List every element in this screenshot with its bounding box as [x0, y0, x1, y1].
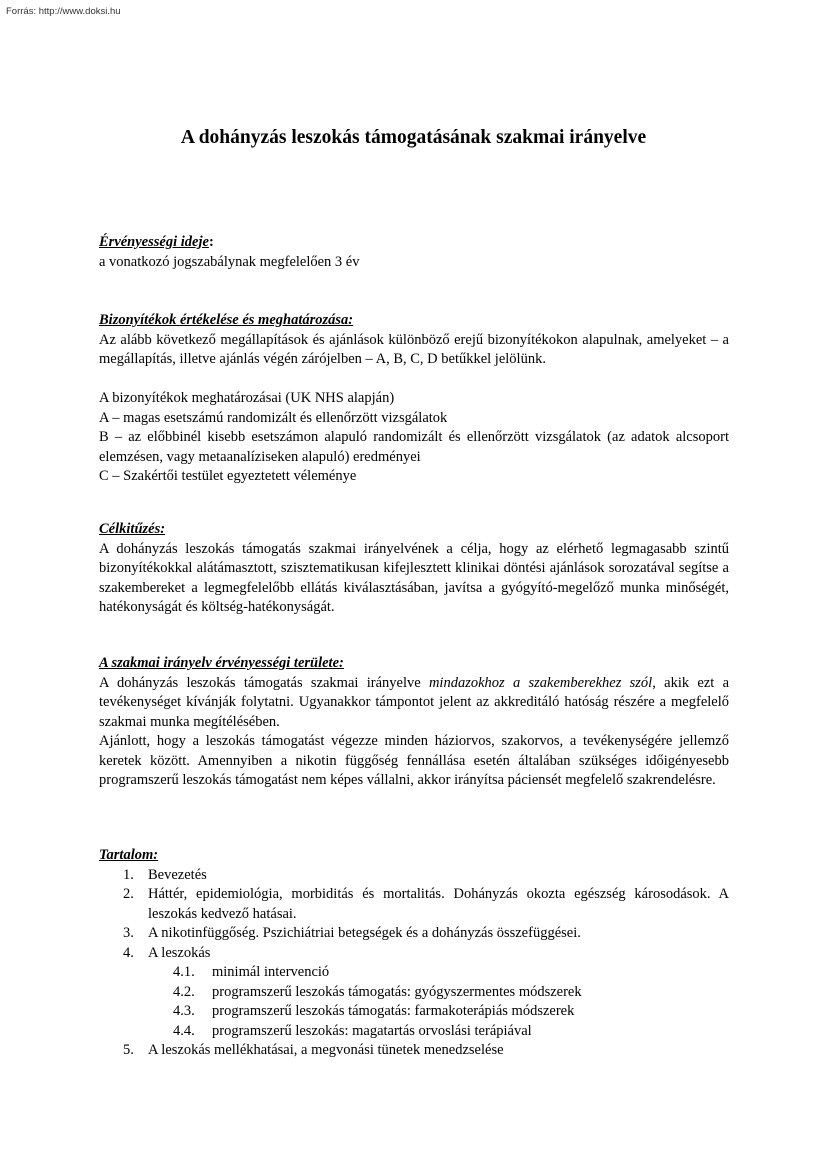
contents-sublist: [99, 963, 729, 1041]
contents-item: 2. Háttér, epidemiológia, morbiditás és mortalitás. Dohányzás okozta egészség károsodások. A leszokás kedvező hatásai.: [123, 886, 729, 922]
contents-subitem: 4.2. programszerű leszokás támogatás: gyógyszermentes módszerek: [173, 983, 582, 1000]
source-line: Forrás: http://www.doksi.hu: [6, 6, 121, 17]
goal-heading: Célkitűzés:: [99, 521, 166, 537]
contents-subitem: 4.4. programszerű leszokás: magatartás orvoslási terápiával: [173, 1022, 532, 1039]
contents-subitem: 4.3. programszerű leszokás támogatás: farmakoterápiás módszerek: [173, 1003, 575, 1019]
contents-item: 3. A nikotinfüggőség. Pszichiátriai betegségek és a dohányzás összefüggései.: [123, 925, 581, 941]
contents-list-end: [99, 1041, 729, 1061]
validity-text: a vonatkozó jogszabálynak megfelelően 3 év: [99, 253, 360, 270]
validity-section: [99, 233, 729, 272]
scope-emphasis: mindazokhoz a szakemberekhez szól: [428, 674, 653, 691]
contents-subitem: 4.1. minimál intervenció: [173, 964, 330, 980]
evidence-definition-c: C – Szakértői testület egyeztetett véleménye: [99, 468, 357, 484]
document-title: A dohányzás leszokás támogatásának szakmai irányelve: [180, 127, 647, 148]
contents-item: 1. Bevezetés: [123, 866, 207, 883]
evidence-paragraph: Az alább következő megállapítások és ajánlások különböző erejű bizonyítékokon alapulnak, amelyeket – a megállapítás, illetve ajánlás végén zárójelben – A, B, C, D betűkkel jelölünk.: [99, 331, 729, 367]
goal-paragraph: A dohányzás leszokás támogatás szakmai irányelvének a célja, hogy az elérhető legmagasabb szintű bizonyítékokkal alátámasztott, szisztematikusan kifejlesztett klinikai döntési ajánlások sorozatával segítse a szakembereket a legmegfelelőbb ellátás kiválasztásában, javítsa a gyógyító-megelőző munka minőségét, hatékonyságát és költség-hatékonyságát.: [99, 540, 729, 615]
validity-heading: Érvényességi ideje: [99, 234, 209, 250]
evidence-definitions-intro: A bizonyítékok meghatározásai (UK NHS alapján): [99, 390, 395, 406]
contents-item: 4. A leszokás: [123, 944, 211, 961]
evidence-definition-b: B – az előbbinél kisebb esetszámon alapuló randomizált és ellenőrzött vizsgálatok (az adatok alcsoport elemzésen, vagy metaanalíziseken alapuló) eredményei: [99, 429, 729, 465]
scope-heading: A szakmai irányelv érvényességi területe:: [99, 655, 344, 671]
contents-list: [99, 866, 729, 964]
scope-section: [99, 654, 729, 791]
goal-section: [99, 520, 729, 618]
contents-item: 5. A leszokás mellékhatásai, a megvonási tünetek menedzselése: [123, 1042, 504, 1058]
scope-paragraph-1: A dohányzás leszokás támogatás szakmai irányelve mindazokhoz a szakemberekhez szól, akik ezt a tevékenységet kívánják folytatni. Ugyanakkor támpontot jelent az akkreditáló hatóság részére a megfelelő szakmai munka megítélésében.: [99, 674, 729, 730]
contents-heading: Tartalom:: [99, 847, 159, 863]
validity-colon: :: [208, 234, 214, 250]
evidence-definition-a: A – magas esetszámú randomizált és ellenőrzött vizsgálatok: [99, 409, 448, 426]
evidence-heading: Bizonyítékok értékelése és meghatározása:: [99, 312, 354, 328]
evidence-section: [99, 311, 729, 487]
scope-paragraph-2: Ajánlott, hogy a leszokás támogatást végezze minden háziorvos, szakorvos, a tevékenységére jellemző keretek között. Amennyiben a nikotin függőség fennállása esetén általában szükséges időigényesebb programszerű leszokás támogatást nem képes vállalni, akkor irányítsa páciensét megfelelő szakrendelésre.: [99, 733, 729, 788]
contents-section: [99, 846, 729, 1061]
